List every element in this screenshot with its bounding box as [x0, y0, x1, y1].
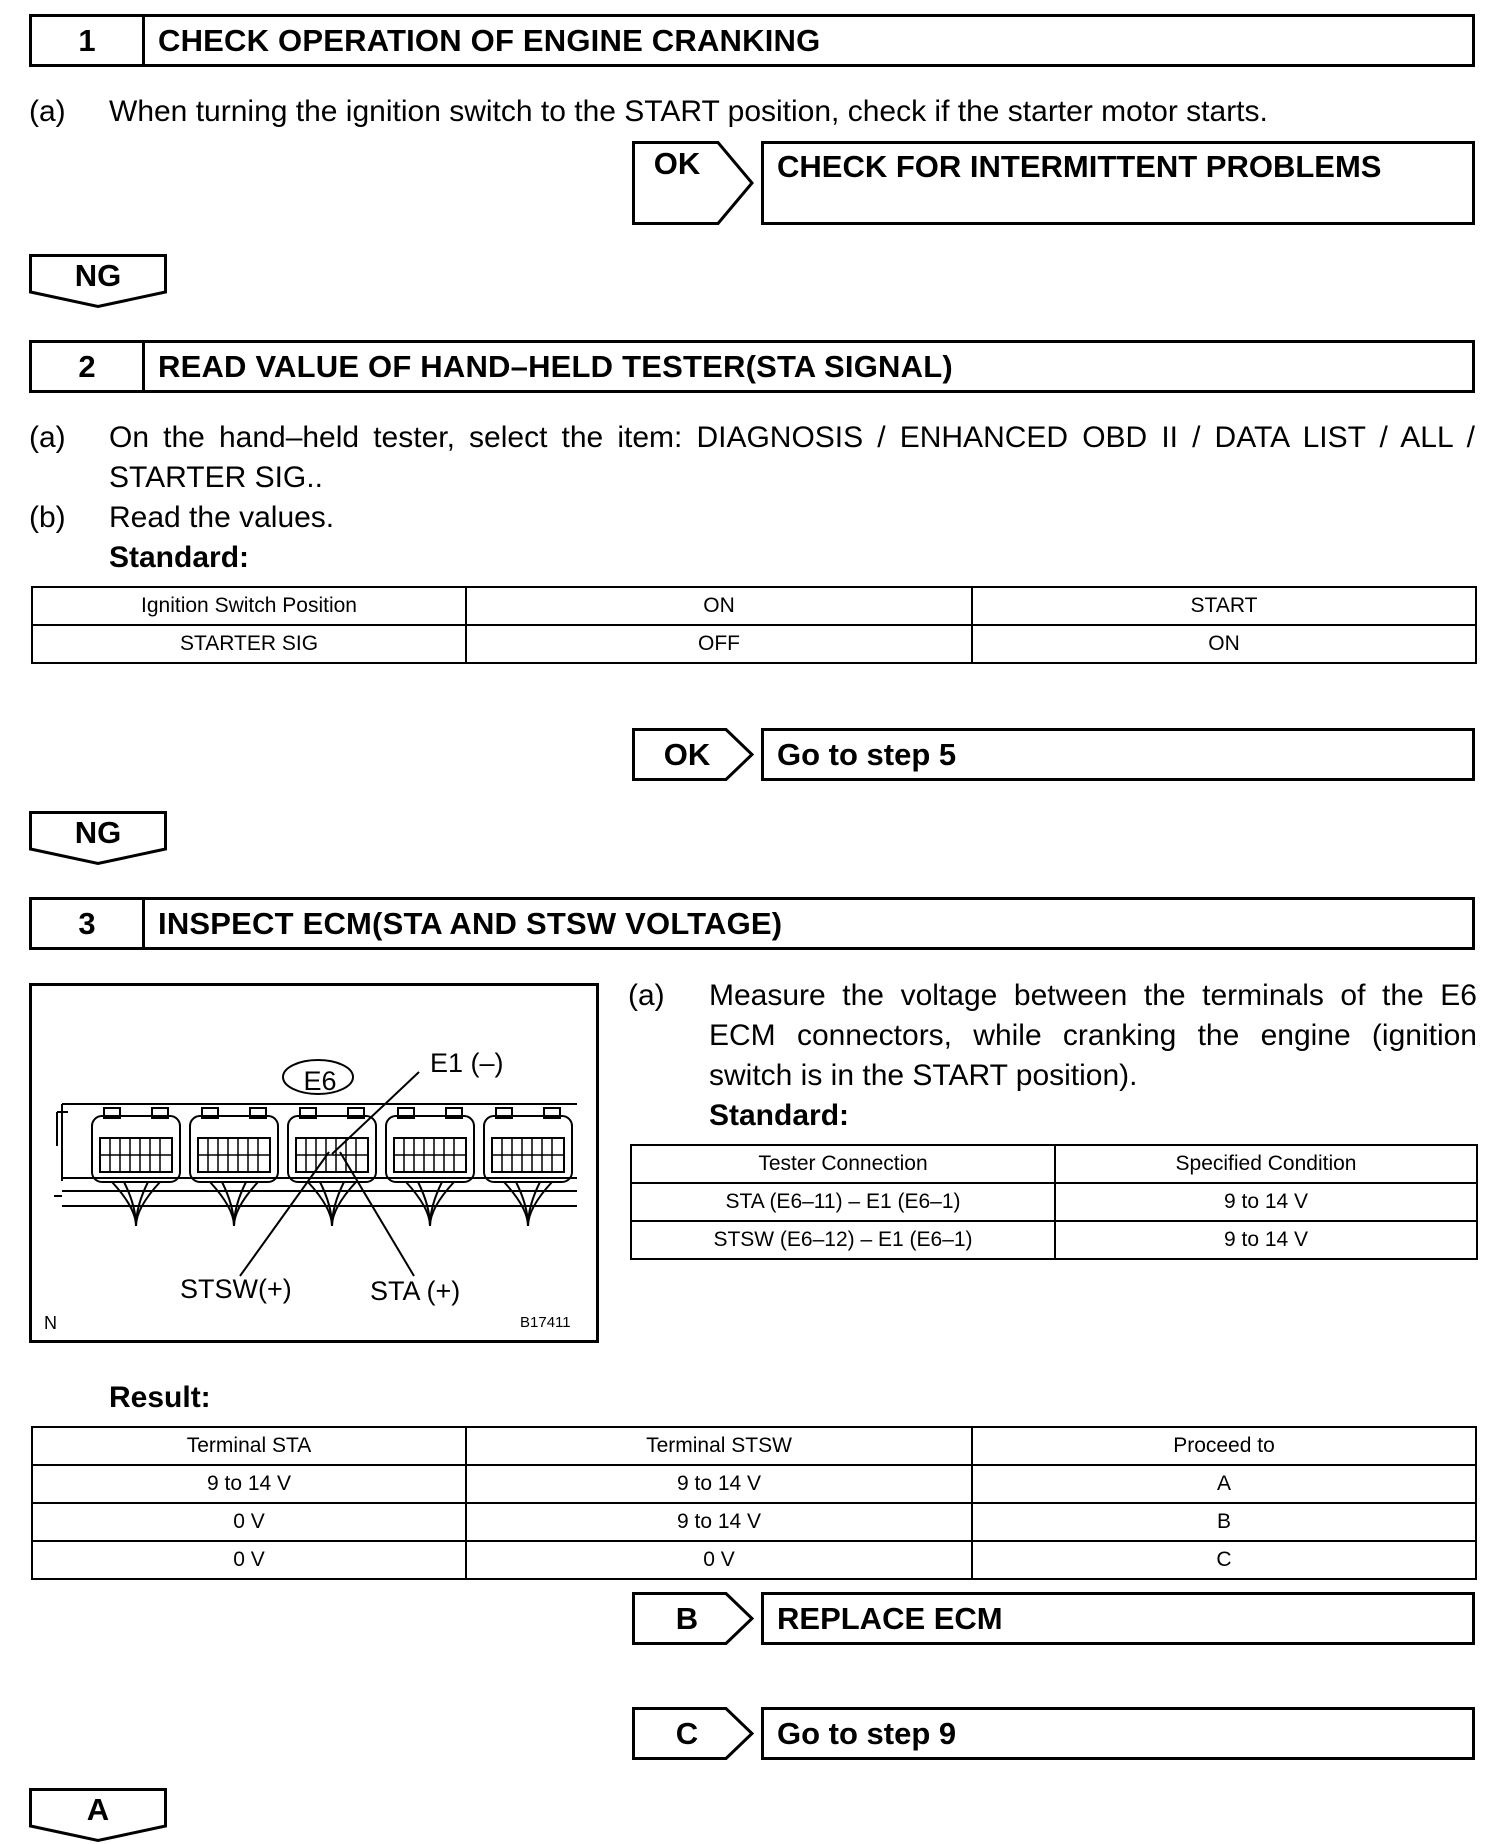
instruction-text: Read the values.	[109, 501, 335, 534]
table-cell: Specified Condition	[1055, 1145, 1477, 1183]
voltage-spec-table	[630, 1144, 1478, 1260]
step-3-header	[29, 897, 1475, 950]
instruction-text: When turning the ignition switch to the START position, check if the starter motor starts.	[109, 95, 1268, 128]
standard-label: Standard:	[109, 541, 250, 574]
result-table	[31, 1426, 1477, 1580]
table-cell: ON	[972, 625, 1476, 663]
table-cell: 9 to 14 V	[32, 1465, 466, 1503]
step-title: READ VALUE OF HAND–HELD TESTER(STA SIGNAL)	[158, 348, 953, 384]
table-cell: 9 to 14 V	[466, 1465, 972, 1503]
ok-label: OK	[663, 736, 711, 772]
instruction-text: On the hand–held tester, select the item: DIAGNOSIS / ENHANCED OBD II / DATA LIST / ALL / STARTER SIG..	[109, 421, 1475, 494]
starter-sig-table	[31, 586, 1477, 664]
result-box-replace-ecm: REPLACE ECM	[761, 1592, 1475, 1645]
step-number: 2	[32, 343, 145, 390]
table-cell: 0 V	[32, 1503, 466, 1541]
a-label: A	[86, 1792, 110, 1827]
table-cell: 0 V	[32, 1541, 466, 1579]
step-title: INSPECT ECM(STA AND STSW VOLTAGE)	[158, 905, 783, 941]
table-row	[32, 1427, 1476, 1465]
result-label: Result:	[109, 1381, 211, 1414]
stsw-terminal-label: STSW(+)	[180, 1274, 292, 1304]
table-cell: A	[972, 1465, 1476, 1503]
table-cell: 9 to 14 V	[1055, 1183, 1477, 1221]
table-cell: START	[972, 587, 1476, 625]
table-cell: 0 V	[466, 1541, 972, 1579]
item-label: (b)	[29, 501, 66, 534]
ok-label: OK	[653, 146, 701, 181]
step-1-header	[29, 14, 1475, 67]
table-cell: 9 to 14 V	[1055, 1221, 1477, 1259]
ng-label: NG	[74, 258, 122, 293]
b-label: B	[675, 1600, 699, 1636]
step-title: CHECK OPERATION OF ENGINE CRANKING	[158, 22, 821, 58]
table-cell: Terminal STA	[32, 1427, 466, 1465]
table-cell: Proceed to	[972, 1427, 1476, 1465]
e1-terminal-label: E1 (–)	[430, 1048, 504, 1078]
table-cell: STA (E6–11) – E1 (E6–1)	[631, 1183, 1055, 1221]
corner-mark: N	[44, 1313, 57, 1333]
result-box-step5: Go to step 5	[761, 728, 1475, 781]
standard-label: Standard:	[709, 1099, 850, 1132]
step-2-header	[29, 340, 1475, 393]
table-cell: OFF	[466, 625, 972, 663]
table-cell: 9 to 14 V	[466, 1503, 972, 1541]
table-row	[32, 1541, 1476, 1579]
table-cell: B	[972, 1503, 1476, 1541]
figure-code: B17411	[520, 1314, 571, 1331]
step-number: 1	[32, 17, 145, 64]
sta-terminal-label: STA (+)	[370, 1276, 461, 1306]
step-number: 3	[32, 900, 145, 947]
table-cell: STSW (E6–12) – E1 (E6–1)	[631, 1221, 1055, 1259]
ecm-connector-figure	[29, 983, 599, 1343]
table-cell: STARTER SIG	[32, 625, 466, 663]
item-label: (a)	[628, 979, 665, 1012]
table-row	[631, 1145, 1477, 1183]
ecm-connector-diagram	[32, 986, 596, 1340]
table-row	[631, 1221, 1477, 1259]
item-label: (a)	[29, 95, 66, 128]
ng-label: NG	[74, 815, 122, 850]
table-cell: Tester Connection	[631, 1145, 1055, 1183]
table-row	[32, 1465, 1476, 1503]
result-box-step9: Go to step 9	[761, 1707, 1475, 1760]
c-label: C	[675, 1715, 699, 1751]
result-box-intermittent: CHECK FOR INTERMITTENT PROBLEMS	[761, 141, 1475, 225]
table-cell: C	[972, 1541, 1476, 1579]
table-row	[32, 1503, 1476, 1541]
instruction-text: Measure the voltage between the terminals of the E6 ECM connectors, while cranking the engine (ignition switch is in the START position).	[709, 979, 1477, 1092]
table-cell: Ignition Switch Position	[32, 587, 466, 625]
table-cell: Terminal STSW	[466, 1427, 972, 1465]
table-row	[631, 1183, 1477, 1221]
table-cell: ON	[466, 587, 972, 625]
item-label: (a)	[29, 421, 66, 454]
table-row	[32, 587, 1476, 625]
table-row	[32, 625, 1476, 663]
connector-label: E6	[303, 1066, 337, 1096]
